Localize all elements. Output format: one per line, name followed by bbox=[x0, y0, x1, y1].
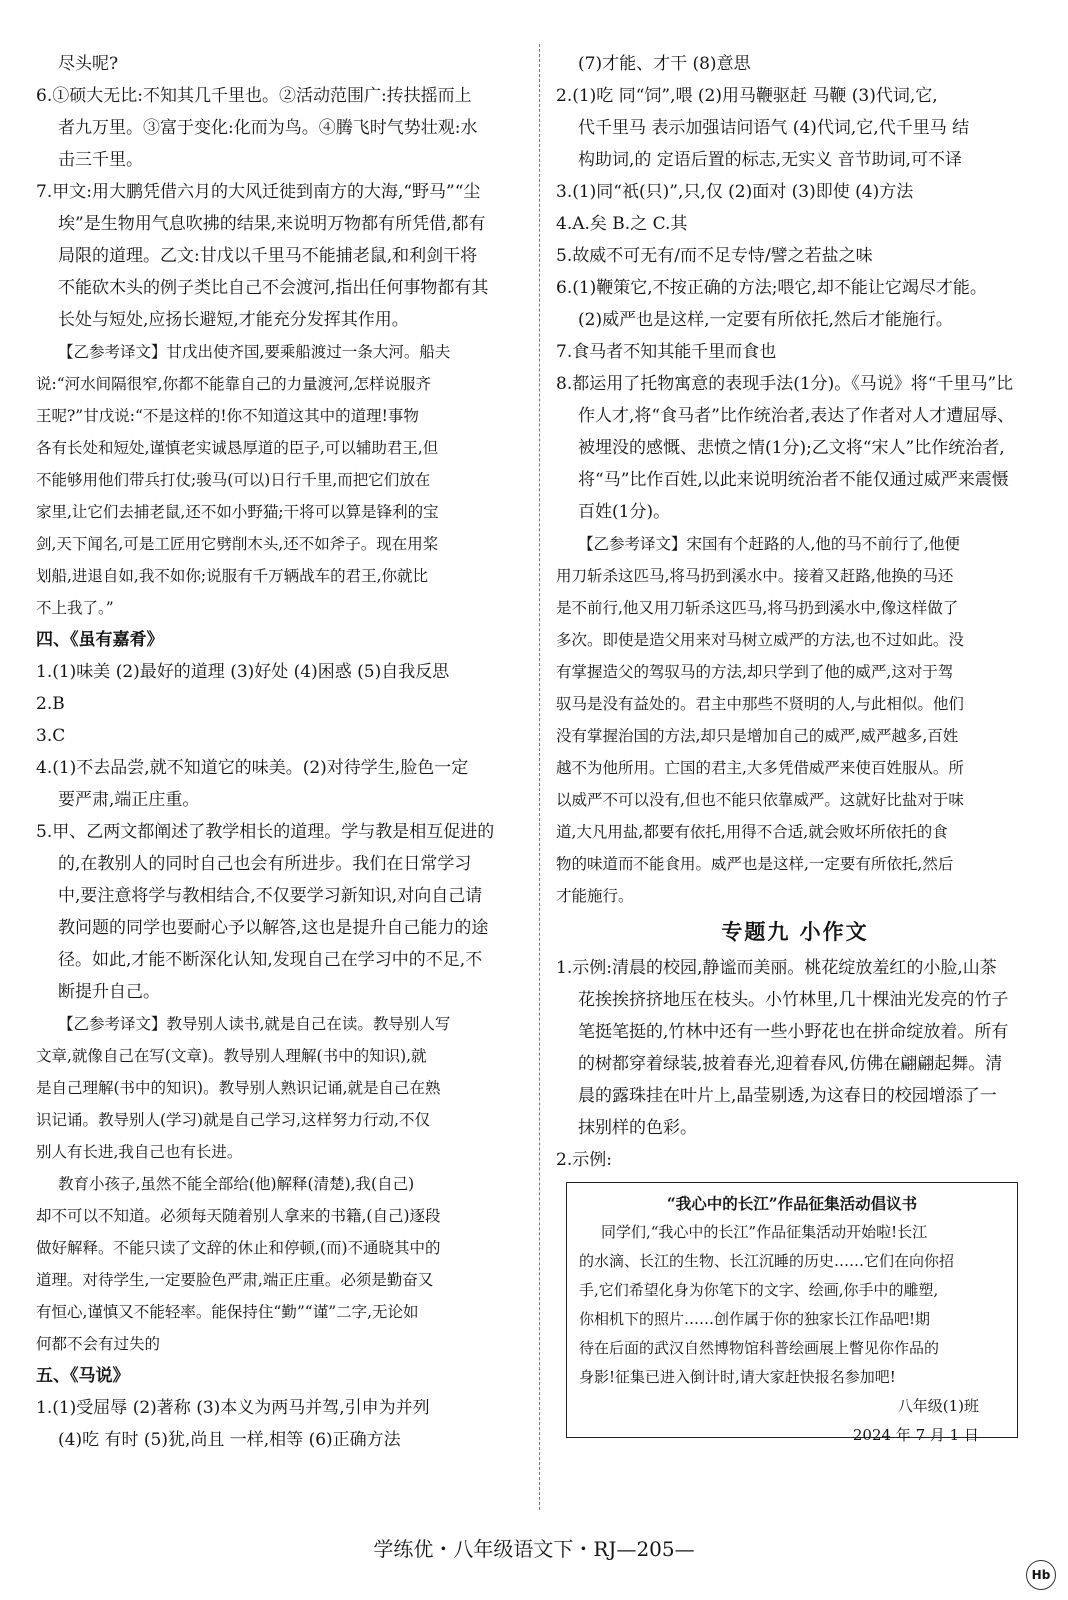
text-line: 剑,天下闻名,可是工匠用它劈削木头,还不如斧子。现在用桨 bbox=[36, 535, 439, 553]
text-line: 不上我了。” bbox=[36, 599, 114, 617]
section-nine-answers bbox=[556, 952, 1034, 1176]
proposal-date: 2024 年 7 月 1 日 bbox=[852, 1426, 979, 1444]
text-line: 越不为他所用。亡国的君主,大多凭借威严来使百姓服从。所 bbox=[556, 759, 964, 777]
text-line: 不能够用他们带兵打仗;骏马(可以)日行千里,而把它们放在 bbox=[36, 471, 431, 489]
text-line: 3.(1)同“祇(只)”,只,仅 (2)面对 (3)即使 (4)方法 bbox=[556, 182, 914, 202]
proposal-line: 待在后面的武汉自然博物馆科普绘画展上瞥见你作品的 bbox=[579, 1339, 940, 1357]
text-line: 有恒心,谨慎又不能轻率。能保持住“勤”“谨”二字,无论如 bbox=[36, 1303, 419, 1321]
text-line: 作人才,将“食马者”比作统治者,表达了作者对人才遭屈辱、 bbox=[578, 406, 1015, 426]
text-line: 有掌握造父的驾驭马的方法,却只学到了他的威严,这对于驾 bbox=[556, 663, 954, 681]
text-line: 晨的露珠挂在叶片上,晶莹剔透,为这春日的校园增添了一 bbox=[578, 1086, 997, 1106]
text-line: 划船,进退自如,我不如你;说服有千万辆战车的君王,你就比 bbox=[36, 567, 429, 585]
right-answers bbox=[556, 48, 1034, 912]
text-line: 文章,就像自己在写(文章)。教导别人理解(书中的知识),就 bbox=[36, 1047, 427, 1065]
left-column bbox=[36, 48, 526, 1456]
text-line: 击三千里。 bbox=[58, 150, 143, 170]
proposal-line: 身影!征集已进入倒计时,请大家赶快报名参加吧! bbox=[579, 1368, 896, 1386]
text-line: 笔挺笔挺的,竹林中还有一些小野花也在拼命绽放着。所有 bbox=[578, 1022, 1009, 1042]
text-line: 1.示例:清晨的校园,静谧而美丽。桃花绽放羞红的小脸,山茶 bbox=[556, 958, 997, 978]
text-line: 2.示例: bbox=[556, 1150, 612, 1170]
text-line: 被埋没的感慨、悲愤之情(1分);乙文将“宋人”比作统治者, bbox=[578, 438, 1005, 458]
text-line: 道,大凡用盐,都要有依托,用得不合适,就会败坏所依托的食 bbox=[556, 823, 948, 841]
text-line: 花挨挨挤挤地压在枝头。小竹林里,几十棵油光发亮的竹子 bbox=[578, 990, 1009, 1010]
text-line: (4)吃 有时 (5)犹,尚且 一样,相等 (6)正确方法 bbox=[58, 1430, 401, 1450]
text-line: 百姓(1分)。 bbox=[578, 502, 671, 522]
text-line: 【乙参考译文】甘戊出使齐国,要乘船渡过一条大河。船夫 bbox=[58, 343, 451, 361]
text-line: 4.A.矣 B.之 C.其 bbox=[556, 214, 688, 234]
text-line: 教育小孩子,虽然不能全部给(他)解释(清楚),我(自己) bbox=[58, 1175, 415, 1193]
text-line: 埃”是生物用气息吹拂的结果,来说明万物都有所凭借,都有 bbox=[58, 214, 486, 234]
proposal-body bbox=[579, 1218, 1005, 1392]
proposal-line: 同学们,“我心中的长江”作品征集活动开始啦!长江 bbox=[601, 1223, 928, 1241]
text-line: 径。如此,才能不断深化认知,发现自己在学习中的不足,不 bbox=[58, 950, 483, 970]
text-line: 家里,让它们去捕老鼠,还不如小野猫;干将可以算是锋利的宝 bbox=[36, 503, 439, 521]
proposal-line: 手,它们希望化身为你笔下的文字、绘画,你手中的雕塑, bbox=[579, 1281, 939, 1299]
text-line: 断提升自己。 bbox=[58, 982, 160, 1002]
text-line: 【乙参考译文】教导别人读书,就是自己在读。教导别人写 bbox=[58, 1015, 451, 1033]
text-line: 8.都运用了托物寓意的表现手法(1分)。《马说》将“千里马”比 bbox=[556, 374, 1014, 394]
text-line: 抹别样的色彩。 bbox=[578, 1118, 697, 1138]
text-line: 要严肃,端正庄重。 bbox=[58, 790, 200, 810]
text-line: 1.(1)受屈辱 (2)著称 (3)本义为两马并驾,引申为并列 bbox=[36, 1398, 430, 1418]
text-line: 6.(1)鞭策它,不按正确的方法;喂它,却不能让它竭尽才能。 bbox=[556, 278, 987, 298]
text-line: 的,在教别人的同时自己也会有所进步。我们在日常学习 bbox=[58, 854, 472, 874]
text-line: 物的味道而不能食用。威严也是这样,一定要有所依托,然后 bbox=[556, 855, 954, 873]
text-line: 3.C bbox=[36, 726, 66, 746]
text-line: 7.食马者不知其能千里而食也 bbox=[556, 342, 777, 362]
text-line: 各有长处和短处,谨慎老实诚恳厚道的臣子,可以辅助君王,但 bbox=[36, 439, 439, 457]
text-line: 2.B bbox=[36, 694, 65, 714]
right-column bbox=[556, 48, 1034, 1444]
text-line: 说:“河水间隔很窄,你都不能靠自己的力量渡河,怎样说服齐 bbox=[36, 375, 432, 393]
text-line: 是自己理解(书中的知识)。教导别人熟识记诵,就是自己在熟 bbox=[36, 1079, 441, 1097]
section-nine-title: 专题九 小作文 bbox=[721, 919, 869, 944]
column-divider bbox=[539, 44, 540, 1510]
text-line: 王呢?”甘戊说:“不是这样的!你不知道这其中的道理!事物 bbox=[36, 407, 419, 425]
proposal-letter-box bbox=[566, 1182, 1018, 1444]
text-line: 4.(1)不去品尝,就不知道它的味美。(2)对待学生,脸色一定 bbox=[36, 758, 469, 778]
proposal-signature: 八年级(1)班 bbox=[897, 1397, 979, 1415]
text-line: 别人有长进,我自己也有长进。 bbox=[36, 1143, 243, 1161]
text-line: 没有掌握治国的方法,却只是增加自己的威严,威严越多,百姓 bbox=[556, 727, 959, 745]
section-heading: 五、《马说》 bbox=[36, 1366, 130, 1386]
section-heading: 四、《虽有嘉肴》 bbox=[36, 630, 164, 650]
text-line: 驭马是没有益处的。君主中那些不贤明的人,与此相似。他们 bbox=[556, 695, 964, 713]
text-line: 教问题的同学也要耐心予以解答,这也是提升自己能力的途 bbox=[58, 918, 489, 938]
text-line: 却不可以不知道。必须每天随着别人拿来的书籍,(自己)逐段 bbox=[36, 1207, 441, 1225]
text-line: (2)威严也是这样,一定要有所依托,然后才能施行。 bbox=[578, 310, 953, 330]
brand-logo: Hb bbox=[1026, 1560, 1056, 1590]
text-line: 尽头呢? bbox=[58, 54, 119, 74]
text-line: 中,要注意将学与教相结合,不仅要学习新知识,对向自己请 bbox=[58, 886, 483, 906]
proposal-line: 的水滴、长江的生物、长江沉睡的历史……它们在向你招 bbox=[579, 1252, 955, 1270]
text-line: 做好解释。不能只读了文辞的休止和停顿,(而)不通晓其中的 bbox=[36, 1239, 441, 1257]
text-line: 6.①硕大无比:不知其几千里也。②活动范围广:抟扶摇而上 bbox=[36, 86, 472, 106]
text-line: 多次。即使是造父用来对马树立威严的方法,也不过如此。没 bbox=[556, 631, 964, 649]
text-line: 者九万里。③富于变化:化而为鸟。④腾飞时气势壮观:水 bbox=[58, 118, 478, 138]
text-line: 构助词,的 定语后置的标志,无实义 音节助词,可不译 bbox=[578, 150, 963, 170]
text-line: 识记诵。教导别人(学习)就是自己学习,这样努力行动,不仅 bbox=[36, 1111, 430, 1129]
text-line: 的树都穿着绿装,披着春光,迎着春风,仿佛在翩翩起舞。清 bbox=[578, 1054, 1003, 1074]
text-line: 【乙参考译文】宋国有个赶路的人,他的马不前行了,他便 bbox=[578, 535, 960, 553]
text-line: 1.(1)味美 (2)最好的道理 (3)好处 (4)困惑 (5)自我反思 bbox=[36, 662, 450, 682]
text-line: 何都不会有过失的 bbox=[36, 1335, 161, 1353]
text-line: 将“马”比作百姓,以此来说明统治者不能仅通过威严来震慑 bbox=[578, 470, 1009, 490]
text-line: 2.(1)吃 同“饲”,喂 (2)用马鞭驱赶 马鞭 (3)代词,它, bbox=[556, 86, 938, 106]
text-line: 才能施行。 bbox=[556, 887, 634, 905]
text-line: 道理。对待学生,一定要脸色严肃,端正庄重。必须是勤奋又 bbox=[36, 1271, 434, 1289]
text-line: (7)才能、才干 (8)意思 bbox=[578, 54, 751, 74]
text-line: 是不前行,他又用刀斩杀这匹马,将马扔到溪水中,像这样做了 bbox=[556, 599, 959, 617]
text-line: 7.甲文:用大鹏凭借六月的大风迁徙到南方的大海,“野马”“尘 bbox=[36, 182, 481, 202]
proposal-title: “我心中的长江”作品征集活动倡议书 bbox=[666, 1194, 918, 1213]
text-line: 不能砍木头的例子类比自己不会渡河,指出任何事物都有其 bbox=[58, 278, 489, 298]
text-line: 5.甲、乙两文都阐述了教学相长的道理。学与教是相互促进的 bbox=[36, 822, 495, 842]
text-line: 局限的道理。乙文:甘戊以千里马不能捕老鼠,和利剑干将 bbox=[58, 246, 478, 266]
page-footer: 学练优・八年级语文下・RJ—205— bbox=[373, 1537, 695, 1561]
text-line: 长处与短处,应扬长避短,才能充分发挥其作用。 bbox=[58, 310, 409, 330]
text-line: 5.故威不可无有/而不足专恃/譬之若盐之味 bbox=[556, 246, 873, 266]
text-line: 代千里马 表示加强诘问语气 (4)代词,它,代千里马 结 bbox=[578, 118, 970, 138]
proposal-line: 你相机下的照片……创作属于你的独家长江作品吧!期 bbox=[579, 1310, 931, 1328]
text-line: 以威严不可以没有,但也不能只依靠威严。这就好比盐对于味 bbox=[556, 791, 964, 809]
text-line: 用刀斩杀这匹马,将马扔到溪水中。接着又赶路,他换的马还 bbox=[556, 567, 954, 585]
